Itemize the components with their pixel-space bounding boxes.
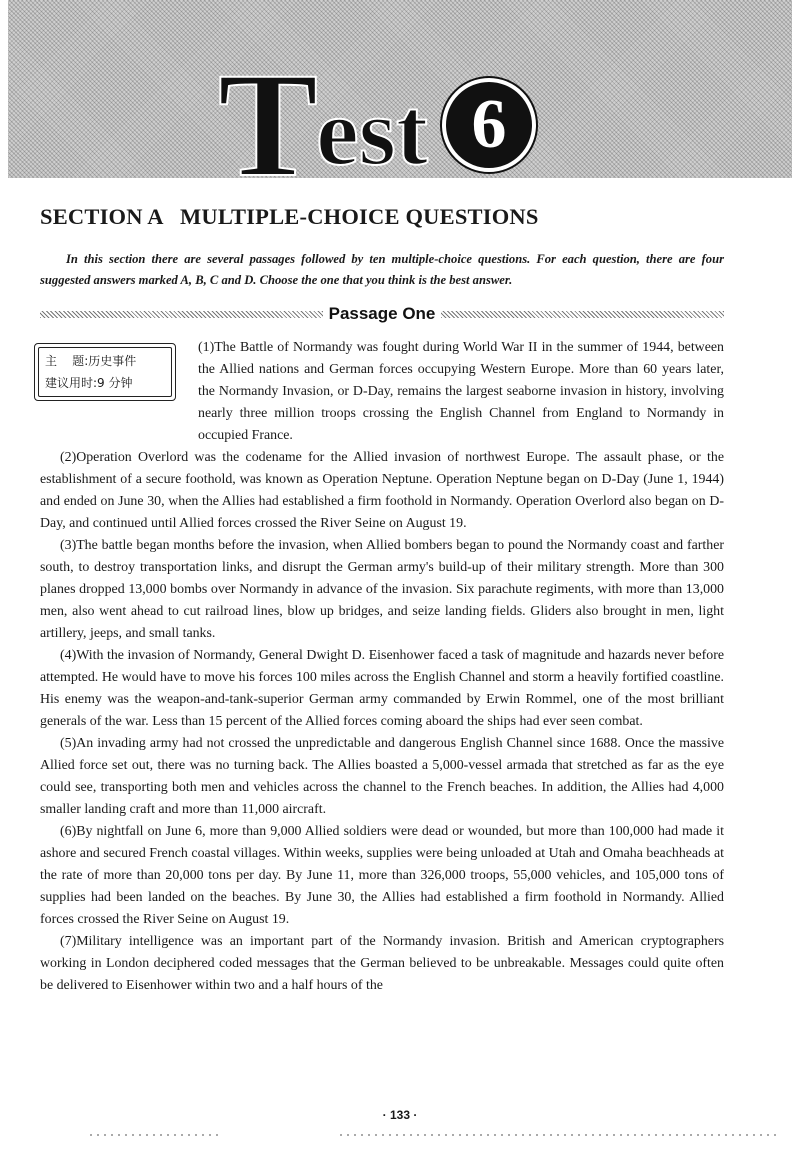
page-number: · 133 · [382, 1108, 418, 1122]
scan-speckle-left [90, 1134, 220, 1136]
topic-line: 主 题:历史事件 [45, 354, 137, 368]
section-title: SECTION A MULTIPLE-CHOICE QUESTIONS [40, 204, 539, 229]
paragraph-2: (2)Operation Overlord was the codename for the Allied invasion of northwest Europe. The assault phase, or the establishment of a secure foothold, was known as Operation Neptune. Operation Neptune began on D-Day (June 1, 1944) and ended on June 30, when the Allies had established a firm foothold in Normandy. Operation Overlord also began on D-Day, and continued until Allied forces crossed the River Seine on August 19. [40, 450, 724, 531]
passage-title: Passage One [328, 304, 436, 323]
paragraph-6: (6)By nightfall on June 6, more than 9,000 Allied soldiers were dead or wounded, but more than 100,000 had made it ashore and secured French coastal villages. Within weeks, supplies were being unloaded at Utah and Omaha beachheads at the rate of more than 20,000 tons per day. By June 11, more than 326,000 troops, 55,000 vehicles, and 105,000 tons of supplies had been landed on the beaches. By June 30, the Allies had established a firm foothold in Normandy. Allied forces crossed the River Seine on August 19. [40, 824, 724, 927]
test-title [218, 42, 536, 208]
test-title-rest: est [316, 78, 428, 185]
suggested-time-line: 建议用时:9 分钟 [45, 376, 133, 390]
scan-speckle-right [340, 1134, 780, 1136]
passage-body [40, 447, 724, 997]
topic-box [34, 343, 176, 401]
paragraph-4: (4)With the invasion of Normandy, General Dwight D. Eisenhower faced a task of magnitude and hazards never before attempted. He would have to move his forces 100 miles across the English Channel and storm a heavily fortified coastline. His enemy was the weapon-and-tank-superior German army commanded by Erwin Rommel, one of the most brilliant generals of the war. Less than 15 percent of the Allied forces coming aboard the ships had ever seen combat. [40, 648, 724, 729]
paragraph-5: (5)An invading army had not crossed the unpredictable and dangerous English Channel since 1688. Once the massive Allied force set out, there was no turning back. The Allies boasted a 5,000-vessel armada that stretched as far as the eye could see, transporting both men and vehicles across the channel to the French beaches. In addition, the Allies had 4,000 smaller landing craft and more than 11,000 aircraft. [40, 736, 724, 817]
paragraph-7: (7)Military intelligence was an important part of the Normandy invasion. British and American cryptographers working in London deciphered coded messages that the German believed to be unbreakable. Messages could quite often be delivered to Eisenhower within two and a half hours of the [40, 934, 724, 993]
decorative-hatch-right [441, 311, 724, 318]
passage-header [40, 304, 724, 324]
test-banner [8, 0, 792, 208]
topic-box-inner [38, 347, 172, 397]
paragraph-3: (3)The battle began months before the invasion, when Allied bombers began to pound the Normandy coast and farther south, to destroy transportation links, and disrupt the German army's build-up of their military strength. More than 300 planes dropped 13,000 bombs over Normandy in advance of the invasion. Six parachute regiments, with more than 13,000 men, also went ahead to cut railroad lines, blow up bridges, and seize landing fields. Gliders also brought in men, light artillery, jeeps, and small tanks. [40, 538, 724, 641]
paragraph-1: (1)The Battle of Normandy was fought during World War II in the summer of 1944, between the Allied nations and German forces occupying Western Europe. More than 60 years later, the Normandy Invasion, or D-Day, remains the largest seaborne invasion in history, involving nearly three million troops crossing the English Channel from England to Normandy in occupied France. [198, 340, 724, 443]
section-instructions: In this section there are several passages followed by ten multiple-choice questions. For each question, there are four suggested answers marked A, B, C and D. Choose the one that you think is the best answer. [40, 251, 724, 287]
test-title-first-letter: T [218, 42, 315, 208]
decorative-hatch-left [40, 311, 323, 318]
test-number-badge: 6 [442, 78, 536, 172]
